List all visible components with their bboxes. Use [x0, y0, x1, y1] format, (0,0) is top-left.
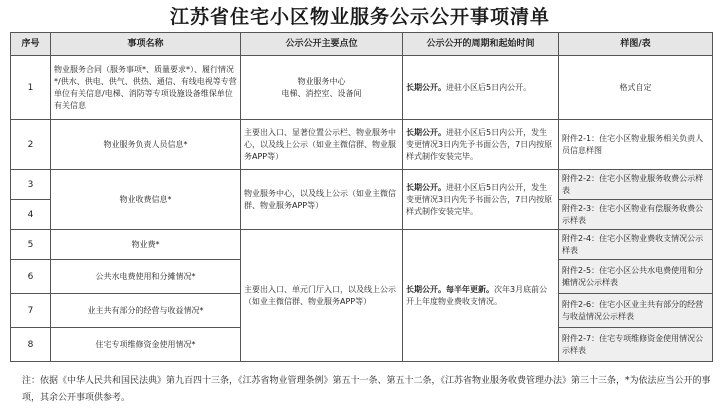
- row-item: 物业收费信息*: [51, 170, 241, 230]
- disclosure-table: [10, 32, 713, 362]
- row-cycle: [403, 230, 559, 362]
- page-title: 江苏省住宅小区物业服务公示公开事项清单: [169, 6, 550, 28]
- row-sample: 附件2-6：住宅小区业主共有部分的经营与收益情况公示样表: [559, 294, 713, 328]
- row-sample: 附件2-3：住宅小区物业有偿服务收费公示样表: [559, 200, 713, 230]
- row-no: 8: [11, 328, 51, 362]
- table-row: [11, 120, 713, 170]
- row-item: 公共水电费使用和分摊情况*: [51, 260, 241, 294]
- cycle-rest: 进驻小区后5日内公开，发生变更情况3日内先予书面公告，7日内按原样式制作安装完毕。: [406, 182, 553, 216]
- row-no: 5: [11, 230, 51, 260]
- row-cycle: [403, 120, 559, 170]
- cycle-rest: 进驻小区后5日内公开。: [446, 82, 532, 92]
- row-location: 主要出入口、单元门厅入口，以及线上公示（如业主微信群、物业服务APP等）: [241, 230, 403, 362]
- cycle-rest: 进驻小区后5日内公开，发生变更情况3日内先予书面公告，7日内按原样式制作安装完毕。: [406, 127, 553, 161]
- row-sample: 附件2-7：住宅专项维修资金使用情况公示样表: [559, 328, 713, 362]
- header-cycle: 公示公开的周期和起始时间: [403, 33, 559, 56]
- row-no: 4: [11, 200, 51, 230]
- header-location: 公示公开主要点位: [241, 33, 403, 56]
- table-row: [11, 230, 713, 260]
- row-no: 2: [11, 120, 51, 170]
- row-no: 7: [11, 294, 51, 328]
- table-row: [11, 170, 713, 200]
- footnote: 注：依据《中华人民共和国民法典》第九百四十三条，《江苏省物业管理条例》第五十一条、第五十二条，《江苏省物业服务收费管理办法》第三十三条，*为依法应当公开的事项，其余公开事项供参考。: [22, 376, 711, 403]
- header-sample: 样图/表: [559, 33, 713, 56]
- row-item: 物业费*: [51, 230, 241, 260]
- row-cycle: [403, 170, 559, 230]
- row-cycle: [403, 56, 559, 120]
- row-no: 1: [11, 56, 51, 120]
- table-row: [11, 56, 713, 120]
- cycle-rest: 次年3月底前公开上年度物业费收支情况。: [406, 284, 548, 306]
- header-item: 事项名称: [51, 33, 241, 56]
- cycle-key: 长期公开。: [406, 82, 446, 92]
- row-item: 物业服务合同（服务事项*、质量要求*）、履行情况*/供水、供电、供气、供热、通信、有线电视等专营单位有关信息/电梯、消防等专项设施设备维保单位有关信息: [51, 56, 241, 120]
- cycle-key: 长期公开。: [406, 127, 446, 137]
- row-location: 主要出入口、显著位置公示栏、物业服务中心，以及线上公示（如业主微信群、物业服务APP等）: [241, 120, 403, 170]
- cycle-key: 长期公开。: [406, 182, 446, 192]
- row-sample: 附件2-1：住宅小区物业服务相关负责人员信息样图: [559, 120, 713, 170]
- row-item: 住宅专项维修资金使用情况*: [51, 328, 241, 362]
- row-sample: 附件2-2：住宅小区物业服务收费公示样表: [559, 170, 713, 200]
- row-location: 物业服务中心 电梯、消控室、设备间: [241, 56, 403, 120]
- cycle-key: 长期公开。每半年更新。: [406, 284, 494, 294]
- row-item: 物业服务负责人员信息*: [51, 120, 241, 170]
- row-sample: 附件2-4：住宅小区物业费收支情况公示样表: [559, 230, 713, 260]
- row-item: 业主共有部分的经营与收益情况*: [51, 294, 241, 328]
- row-no: 3: [11, 170, 51, 200]
- row-location: 物业服务中心，以及线上公示（如业主微信群、物业服务APP等）: [241, 170, 403, 230]
- table-header-row: [11, 33, 713, 56]
- header-no: 序号: [11, 33, 51, 56]
- row-no: 6: [11, 260, 51, 294]
- row-sample: 格式自定: [559, 56, 713, 120]
- row-sample: 附件2-5：住宅小区公共水电费使用和分摊情况公示样表: [559, 260, 713, 294]
